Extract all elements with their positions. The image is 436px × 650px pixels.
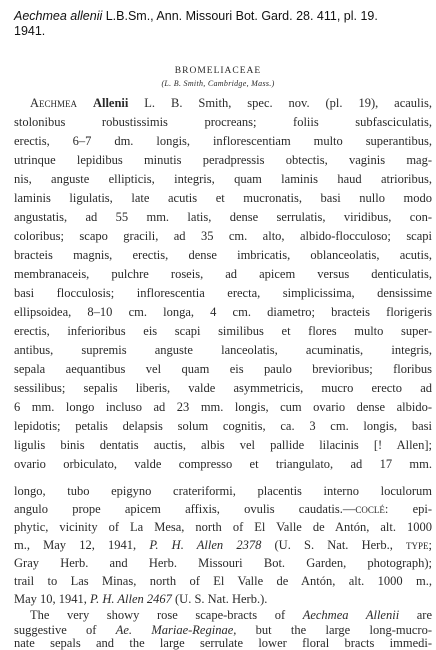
description-line: bracteis magnis, erectis, dense imbricatis, oblanceolatis, acutis,	[14, 248, 432, 262]
description-line: ovario orbiculato, valde compresso et triangulato, ad 17 mm.	[14, 457, 432, 471]
species-reference: Ae. Mariae-Reginae,	[115, 623, 237, 637]
continuation-line: phytic, vicinity of La Mesa, north of El Valle de Antón, alt. 1000	[14, 520, 432, 534]
continuation-line: longo, tubo epigyno crateriformi, placentis interno loculorum	[14, 484, 432, 498]
continuation-line: angulo prope apicem affixis, ovulis caudatis.—coclé: epi-	[14, 502, 432, 516]
remark-line: suggestive of Ae. Mariae-Reginae, but the large long-mucro-	[14, 623, 432, 637]
type-label: type	[406, 538, 429, 552]
description-line: 6 mm. longo incluso ad 23 mm. longis, cum ovario dense albido-	[14, 400, 432, 414]
collector-number: P. H. Allen 2378	[149, 538, 262, 552]
continuation-line: May 10, 1941, P. H. Allen 2467 (U. S. Nat. Herb.).	[14, 592, 268, 606]
author-heading: (L. B. Smith, Cambridge, Mass.)	[161, 79, 275, 88]
description-line: laminis ligulatis, late acutis et mucronatis, basi nullo modo	[14, 191, 432, 205]
continuation-line: Gray Herb. and Herb. Missouri Bot. Garden, photograph);	[14, 556, 432, 570]
description-line: lepidotis; petalis delapsis solum cognitis, ca. 3 cm. longis, basi	[14, 419, 432, 433]
description-line: Aechmea Allenii L. B. Smith, spec. nov. (pl. 19), acaulis,	[30, 96, 432, 110]
description-line: ellipsoidea, 8–10 cm. longa, 4 cm. diametro; bracteis florigeris	[14, 305, 432, 319]
description-line: stolonibus robustissimis procreans; foliis subfasciculatis,	[14, 115, 432, 129]
description-line: sepala aequantibus vel quam eis paulo brevioribus; floribus	[14, 362, 432, 376]
remark-line: The very showy rose scape-bracts of Aechmea Allenii are	[30, 608, 432, 622]
collector-number: P. H. Allen 2467	[90, 592, 172, 606]
species-name: Allenii	[92, 96, 129, 110]
description-line: erectis, inferioribus eis scapi similibus et flores multo super-	[14, 324, 432, 338]
citation-species: Aechmea allenii	[14, 9, 103, 23]
genus-name: Aechmea	[30, 96, 78, 110]
description-line: utrinque lepidibus minutis peradpressis obtectis, vaginis mag-	[14, 153, 432, 167]
citation-reference: L.B.Sm., Ann. Missouri Bot. Gard. 28. 411, pl. 19.	[102, 9, 378, 23]
province-label: coclé	[355, 502, 385, 516]
description-line: coloribus; scapo gracili, ad 35 cm. alto, albido-flocculoso; scapi	[14, 229, 432, 243]
description-line: angustatis, ad 55 mm. latis, dense serrulatis, viridibus, con-	[14, 210, 432, 224]
continuation-line: m., May 12, 1941, P. H. Allen 2378 (U. S. Nat. Herb., type;	[14, 538, 432, 552]
description-line: ligulis binis dentatis auctis, albis vel pallide lilacinis [! Allen];	[14, 438, 432, 452]
description-line: nis, anguste ellipticis, integris, quam laminis haud atrioribus,	[14, 172, 432, 186]
citation-year: 1941.	[14, 24, 46, 38]
description-line: membranaceis, pulchre roseis, ad apicem versus denticulatis,	[14, 267, 432, 281]
family-heading: BROMELIACEAE	[174, 66, 262, 76]
description-line: erectis, 6–7 dm. longis, inflorescentiam multo superantibus,	[14, 134, 432, 148]
description-line: antibus, supremis anguste lanceolatis, acuminatis, integris,	[14, 343, 432, 357]
description-line: sessilibus; sepalis liberis, valde asymmetricis, mucro erecto ad	[14, 381, 432, 395]
remark-line: nate sepals and the large serrulate lower floral bracts immedi-	[14, 636, 432, 650]
description-line: basi flocculosis; inflorescentia erecta, simplicissima, densissime	[14, 286, 432, 300]
species-reference: Aechmea Allenii	[302, 608, 400, 622]
continuation-line: trail to Las Minas, north of El Valle de Antón, alt. 1000 m.,	[14, 574, 432, 588]
